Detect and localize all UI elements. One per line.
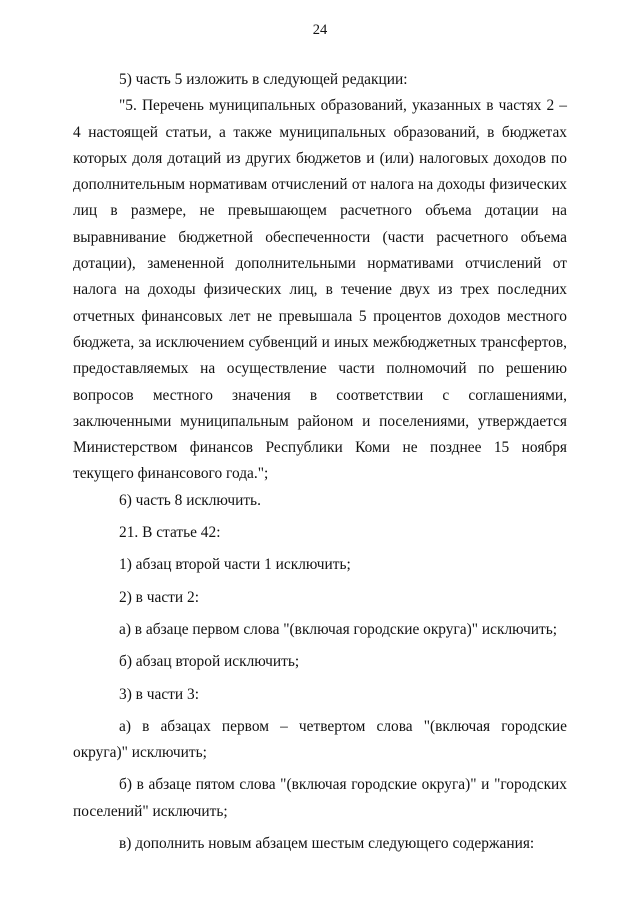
paragraph-subitem-3v: в) дополнить новым абзацем шестым следующего содержания: [119, 835, 535, 853]
paragraph-item-5: 5) часть 5 изложить в следующей редакции: [119, 71, 408, 88]
paragraph-subitem-2b: б) абзац второй исключить; [119, 653, 300, 671]
document-body [73, 67, 567, 857]
paragraph-item-5-text: "5. Перечень муниципальных образований, указанных в частях 2 – 4 настоящей статьи, а также муниципальных образований, в бюджетах которых доля дотаций из других бюджетов и (или) налоговых доходов по дополнительным нормативам отчислений от налога на доходы физических лиц в размере, не превышающем расчетного объема дотации на выравнивание бюджетной обеспеченности (части расчетного объема дотации), замененной дополнительными нормативами отчислений от налога на доходы физических лиц, в течение двух из трех последних отчетных финансовых лет не превышала 5 процентов доходов местного бюджета, за исключением субвенций и иных межбюджетных трансфертов, предоставляемых на осуществление части полномочий по решению вопросов местного значения в соответствии с соглашениями, заключенными муниципальным районом и поселениями, утверждается Министерством финансов Республики Коми не позднее 15 ноября текущего финансового года."; [73, 97, 567, 483]
paragraph-subitem-3: 3) в части 3: [119, 685, 199, 703]
paragraph-subitem-2: 2) в части 2: [119, 588, 199, 606]
paragraph-subitem-1: 1) абзац второй части 1 исключить; [119, 556, 351, 574]
paragraph-item-6: 6) часть 8 исключить. [119, 491, 261, 509]
paragraph-subitem-3b: б) в абзаце пятом слова "(включая городские округа)" и "городских поселений" исключить; [73, 776, 567, 820]
paragraph-subitem-2a: а) в абзаце первом слова "(включая городские округа)" исключить; [119, 620, 558, 638]
paragraph-point-21: 21. В статье 42: [119, 524, 221, 542]
paragraph-subitem-3a: а) в абзацах первом – четвертом слова "(включая городские округа)" исключить; [73, 717, 567, 762]
page-number: 24 [312, 22, 328, 38]
